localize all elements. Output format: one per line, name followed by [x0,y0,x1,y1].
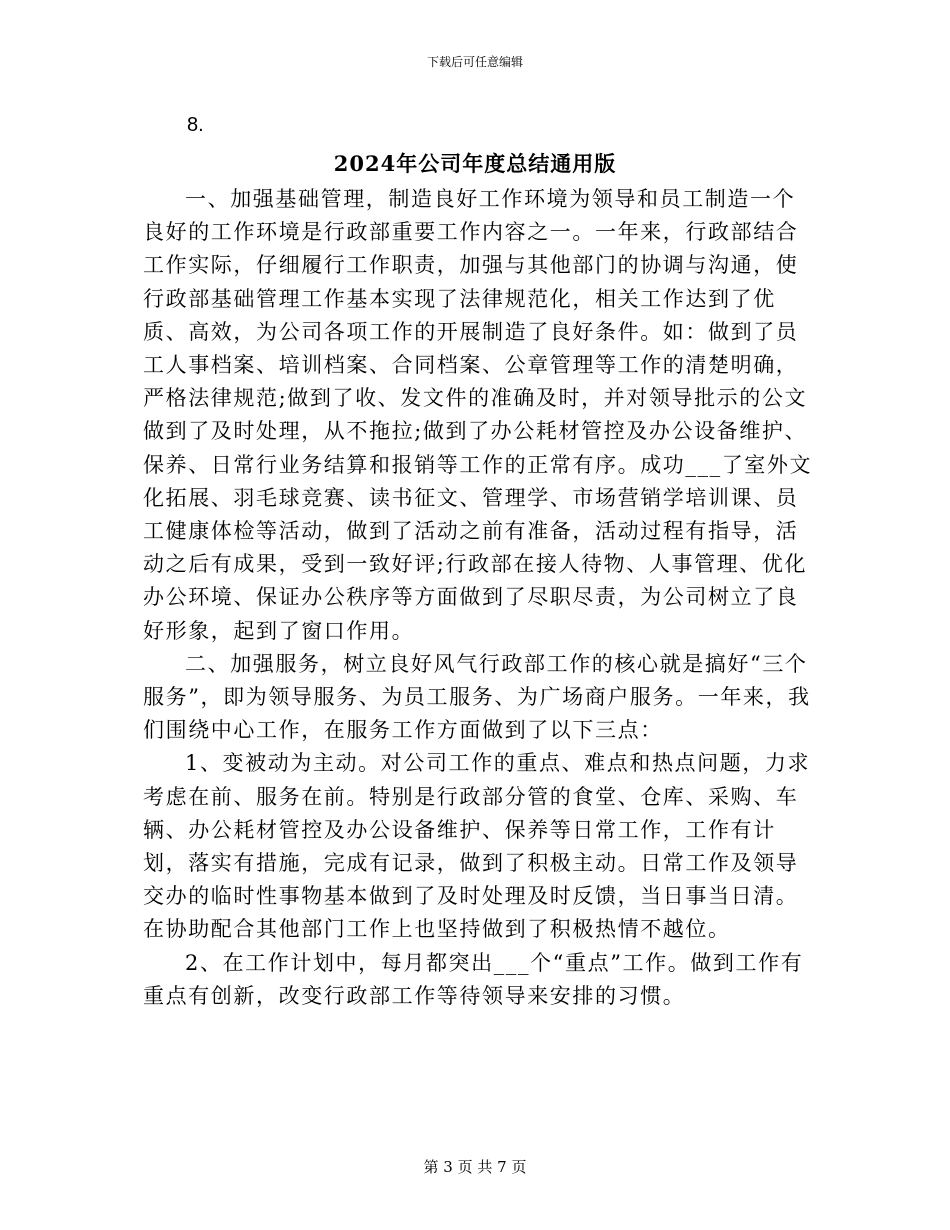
paragraph-2: 二、加强服务，树立良好风气行政部工作的核心就是搞好“三个服务”，即为领导服务、为员工服务、为广场商户服务。一年来，我们围绕中心工作，在服务工作方面做到了以下三点： [143,651,811,743]
document-body [143,183,815,1013]
header-note: 下载后可任意编辑 [426,55,523,69]
section-number: 8. [187,114,204,136]
page-footer: 第 3 页 共 7 页 [423,1158,527,1176]
paragraph-3: 1、变被动为主动。对公司工作的重点、难点和热点问题，力求考虑在前、服务在前。特别是行政部分管的食堂、仓库、采购、车辆、办公耗材管控及办公设备维护、保养等日常工作，工作有计划，落实有措施，完成有记录，做到了积极主动。日常工作及领导交办的临时性事物基本做到了及时处理及时反馈，当日事当日清。在协助配合其他部门工作上也坚持做到了积极热情不越位。 [143,751,811,942]
paragraph-1: 一、加强基础管理，制造良好工作环境为领导和员工制造一个良好的工作环境是行政部重要工作内容之一。一年来，行政部结合工作实际，仔细履行工作职责，加强与其他部门的协调与沟通，使行政部基础管理工作基本实现了法律规范化，相关工作达到了优质、高效，为公司各项工作的开展制造了良好条件。如：做到了员工人事档案、培训档案、合同档案、公章管理等工作的清楚明确，严格法律规范;做到了收、发文件的准确及时，并对领导批示的公文做到了及时处理，从不拖拉;做到了办公耗材管控及办公设备维护、保养、日常行业务结算和报销等工作的正常有序。成功___了室外文化拓展、羽毛球竞赛、读书征文、管理学、市场营销学培训课、员工健康体检等活动，做到了活动之前有准备，活动过程有指导，活动之后有成果，受到一致好评;行政部在接人待物、人事管理、优化办公环境、保证办公秩序等方面做到了尽职尽责，为公司树立了良好形象，起到了窗口作用。 [143,187,813,643]
document-title: 2024年公司年度总结通用版 [333,151,617,176]
paragraph-4: 2、在工作计划中，每月都突出___个“重点”工作。做到工作有重点有创新，改变行政部工作等待领导来安排的习惯。 [143,950,804,1008]
